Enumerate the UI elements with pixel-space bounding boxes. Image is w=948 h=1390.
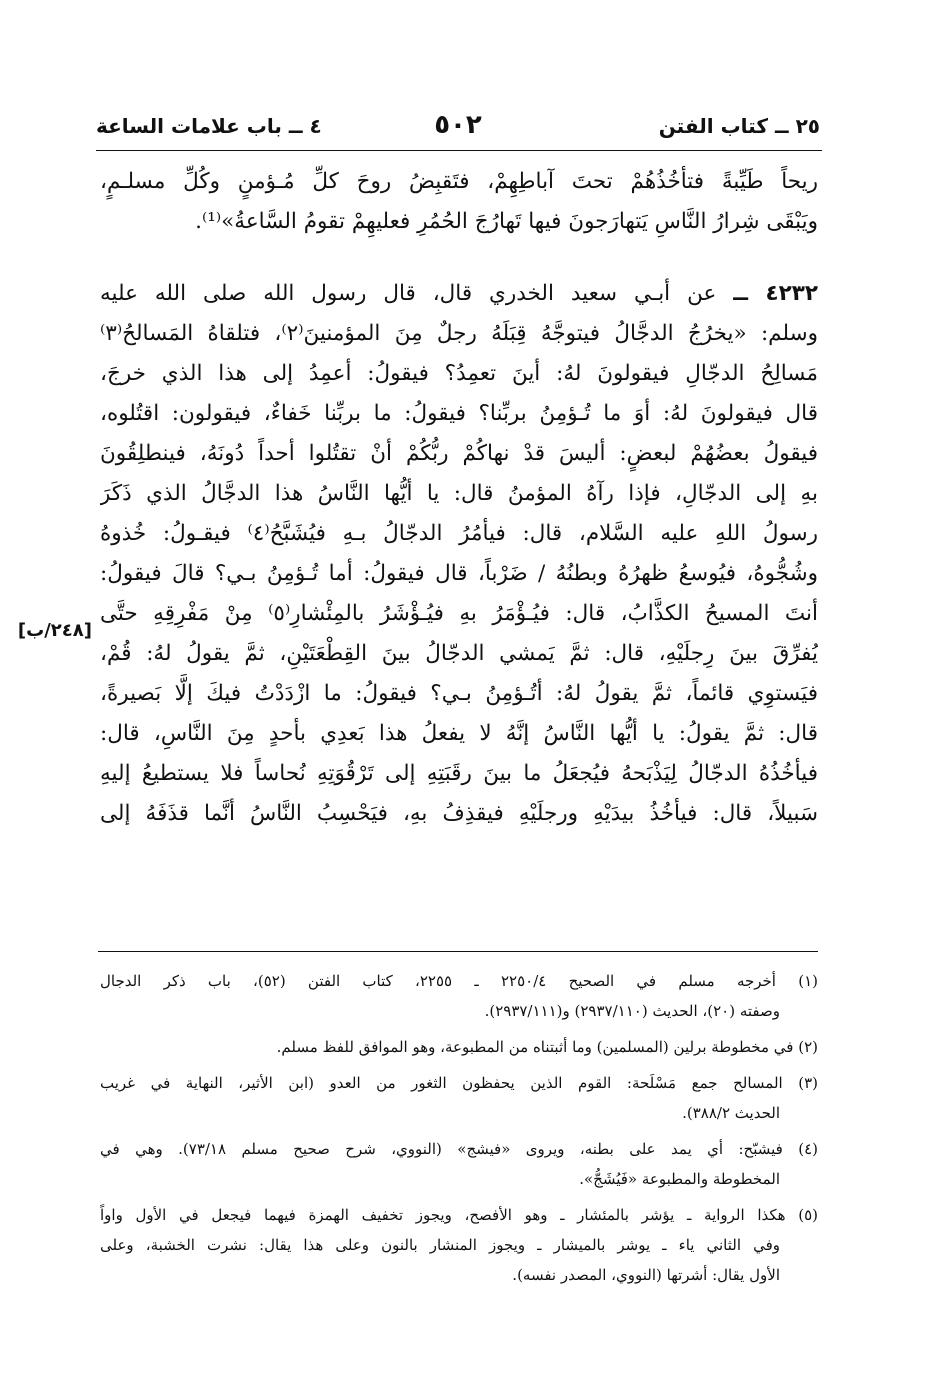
- text-line: مَسالِحُ الدجّالِ فيقولونَ لهُ: أينَ تعمِدُ؟ فيقولُ: أعمِدُ إلى هذا الذي خرجَ،: [100, 361, 818, 386]
- footnote-line: وصفته (٢٠)، الحديث (٢٩٣٧/١١٠) و(٢٩٣٧/١١١).: [484, 1002, 780, 1020]
- manuscript-folio-note: [٢٤٨/ب]: [17, 620, 92, 641]
- text-line: قال فيقولونَ لهُ: أوَ ما تُـؤمِنُ بربِّنا؟ فيقولُ: ما بربِّنا خَفاءٌ، فيقولون: اقتُلوه،: [100, 401, 818, 426]
- text-line: وسلم: «يخرُجُ الدجَّالُ فيتوجَّهُ قِبَلَهُ رجلٌ مِنَ المؤمنينَ⁽٢⁾، فتلقاهُ المَسالحُ⁽٣⁾: [100, 321, 818, 346]
- page-number: ٥٠٢: [434, 110, 482, 140]
- footnote-4: [100, 1134, 818, 1194]
- running-header: [96, 106, 820, 146]
- header-divider: [96, 150, 822, 151]
- hadith-first-line: [100, 274, 818, 314]
- footnote-line: (١) أخرجه مسلم في الصحيح ٢٢٥٠/٤ ـ ٢٢٥٥، كتاب الفتن (٥٢)، باب ذكر الدجال: [100, 972, 818, 990]
- text-line: ريحاً طَيِّبةً فتأخُذُهُمْ تحتَ آباطِهِمْ، فتَقبِضُ روحَ كلِّ مُـؤمنٍ وكُلِّ مسلـمٍ،: [100, 169, 818, 194]
- footnote-divider: [98, 951, 818, 952]
- text-line: بهِ إلى الدجّالِ، فإذا رآهُ المؤمنُ قال: يا أيُّها النَّاسُ هذا الدجَّالُ الذي ذَكَرَ: [100, 481, 818, 506]
- footnote-line: المخطوطة والمطبوعة «فَيُشَجُّ».: [579, 1170, 780, 1188]
- footnote-line: (٤) فيشبّح: أي يمد على بطنه، ويروى «فيشج» (النووي، شرح صحيح مسلم ٧٣/١٨). وهي في: [100, 1140, 818, 1158]
- text-line: أنتَ المسيحُ الكذَّابُ، قال: فيُـؤْمَرُ بهِ فيُـؤْشَرُ بالمِئْشارِ⁽٥⁾ مِنْ مَفْرِقِهِ حتَّى: [100, 601, 818, 626]
- footnote-1: [100, 966, 818, 1026]
- footnote-line: وفي الثاني ياء ـ يوشر بالميشار ـ ويجوز المنشار بالنون وعلى هذا يقال: نشرت الخشبة، وعلى: [100, 1236, 780, 1254]
- main-text: [100, 162, 818, 834]
- footnotes: [100, 966, 818, 1296]
- footnote-line: (٢) في مخطوطة برلين (المسلمين) وما أثبتناه من المطبوعة، وهو الموافق للفظ مسلم.: [276, 1038, 818, 1056]
- text-line: فيقولُ بعضُهُمْ لبعضٍ: أليسَ قدْ نهاكُمْ ربُّكُمْ أنْ تقتُلوا أحداً دُونَهُ، فينطلِقُونَ: [100, 441, 818, 466]
- text-line: سَبيلاً، قال: فيأخُذُ بيدَيْهِ ورجلَيْهِ فيقذِفُ بهِ، فيَحْسِبُ النَّاسُ أنَّما قذَفَهُ إلى: [100, 801, 818, 826]
- text-line: فيَستوِي قائماً، ثمَّ يقولُ لهُ: أتُـؤمِنُ بـي؟ فيقولُ: ما ازْدَدْتُ فيكَ إلَّا بَصيرةً،: [100, 681, 818, 706]
- footnote-line: (٥) هكذا الرواية ـ يؤشر بالمئشار ـ وهو الأفصح، ويجوز تخفيف الهمزة فيهما فيجعل في الأول واواً: [100, 1206, 818, 1224]
- paragraph-gap: [100, 242, 818, 274]
- hadith-first-text: عن أبـي سعيد الخدري قال، قال رسول الله صلى الله عليه: [100, 281, 717, 306]
- text-line: قال: ثمَّ يقولُ: يا أيُّها النَّاسُ إنَّهُ لا يفعلُ هذا بَعدِي بأحدٍ مِنَ النَّاسِ، قال:: [100, 721, 818, 746]
- chapter-title: ٤ ــ باب علامات الساعة: [96, 114, 322, 138]
- footnote-3: [100, 1068, 818, 1128]
- footnote-line: الأول يقال: أشرتها (النووي، المصدر نفسه).: [512, 1266, 780, 1284]
- footnote-2: [100, 1032, 818, 1062]
- footnote-5: [100, 1200, 818, 1290]
- text-line: وشُجُّوهُ، فيُوسعُ ظهرُهُ وبطنُهُ / ضَرْباً، قال فيقولُ: أما تُـؤمِنُ بـي؟ قالَ فيقولُ:: [100, 561, 818, 586]
- footnote-line: الحديث ٣٨٨/٢).: [682, 1104, 780, 1122]
- text-line: يُفرِّقَ بينَ رِجلَيْهِ، قال: ثمَّ يَمشي الدجّالُ بينَ القِطْعَتَيْنِ، ثمَّ يقولُ لهُ: قُمْ،: [100, 641, 818, 666]
- hadith-number: ٤٢٣٢ ــ: [733, 281, 818, 306]
- footnote-line: (٣) المسالح جمع مَسْلَحة: القوم الذين يحفظون الثغور من العدو (ابن الأثير، النهاية في غريب: [100, 1074, 818, 1092]
- text-line: ويَبْقَى شِرارُ النَّاسِ يَتهارَجونَ فيها تَهارُجَ الحُمُرِ فعليهِمْ تقومُ السَّاعةُ»⁽¹⁾.: [195, 209, 818, 234]
- book-title: ٢٥ ــ كتاب الفتن: [658, 114, 820, 138]
- text-line: فيأخُذُهُ الدجّالُ لِيَذْبَحهُ فيُجعَلُ ما بينَ رقَبَتِهِ إلى تَرْقُوَتِهِ نُحاساً فلا يستطيعُ إليهِ: [100, 761, 818, 786]
- text-line: رسولُ اللهِ عليه السَّلام، قال: فيأمُرُ الدجّالُ بـهِ فيُشَبَّحُ⁽٤⁾ فيقـولُ: خُذوهُ: [100, 521, 818, 546]
